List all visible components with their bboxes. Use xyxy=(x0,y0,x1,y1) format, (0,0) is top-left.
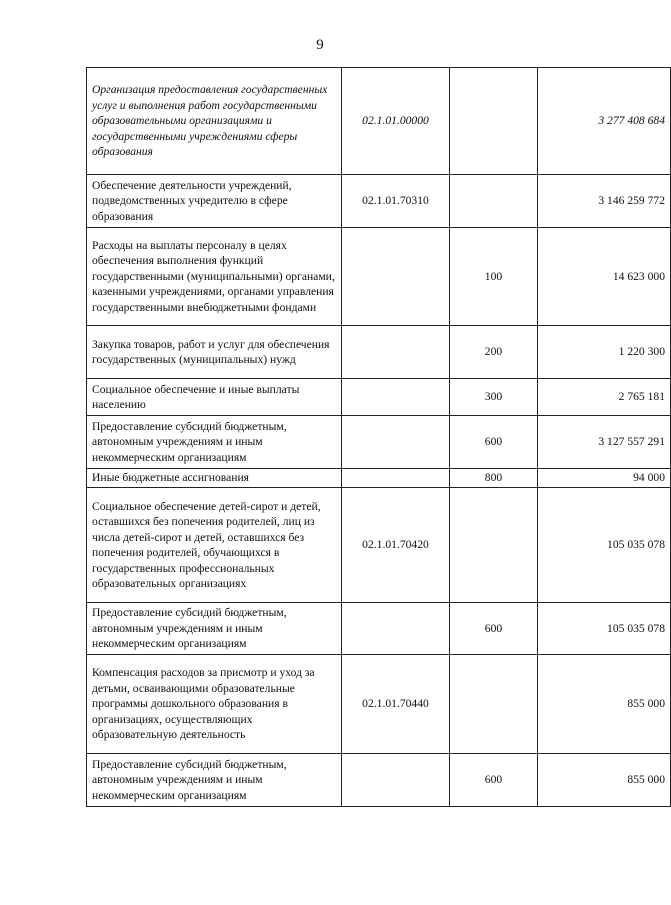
row-type-cell xyxy=(450,68,538,175)
row-name-cell: Закупка товаров, работ и услуг для обеспечения государственных (муниципальных) нужд xyxy=(87,326,342,379)
row-code-cell xyxy=(342,754,450,807)
row-name-cell: Социальное обеспечение и иные выплаты населению xyxy=(87,379,342,416)
row-code-cell xyxy=(342,228,450,326)
row-name-cell: Иные бюджетные ассигнования xyxy=(87,469,342,488)
table-row xyxy=(87,379,671,416)
table-row xyxy=(87,228,671,326)
table-row xyxy=(87,326,671,379)
table-row xyxy=(87,175,671,228)
table-row xyxy=(87,469,671,488)
row-code-cell xyxy=(342,469,450,488)
row-name-cell: Социальное обеспечение детей-сирот и детей, оставшихся без попечения родителей, лиц из числа детей-сирот и детей, оставшихся без попечения родителей, обучающихся в государственных профессиональных образовательных организациях xyxy=(87,488,342,603)
row-type-cell: 800 xyxy=(450,469,538,488)
row-amount-cell: 3 127 557 291 xyxy=(538,416,671,469)
row-type-cell xyxy=(450,655,538,754)
row-code-cell: 02.1.01.70440 xyxy=(342,655,450,754)
row-name-cell: Организация предоставления государственных услуг и выполнения работ государственными образовательными организациями и государственными учреждениями сферы образования xyxy=(87,68,342,175)
row-amount-cell: 855 000 xyxy=(538,655,671,754)
table-row xyxy=(87,488,671,603)
table-row xyxy=(87,754,671,807)
row-type-cell xyxy=(450,175,538,228)
row-amount-cell: 3 277 408 684 xyxy=(538,68,671,175)
row-code-cell: 02.1.01.70310 xyxy=(342,175,450,228)
row-code-cell: 02.1.01.00000 xyxy=(342,68,450,175)
row-amount-cell: 105 035 078 xyxy=(538,603,671,655)
row-amount-cell: 105 035 078 xyxy=(538,488,671,603)
row-code-cell xyxy=(342,416,450,469)
page-number: 9 xyxy=(316,37,324,53)
row-name-cell: Предоставление субсидий бюджетным, автономным учреждениям и иным некоммерческим организациям xyxy=(87,754,342,807)
row-name-cell: Предоставление субсидий бюджетным, автономным учреждениям и иным некоммерческим организациям xyxy=(87,416,342,469)
table-row xyxy=(87,603,671,655)
table-row xyxy=(87,655,671,754)
row-type-cell: 600 xyxy=(450,416,538,469)
row-name-cell: Расходы на выплаты персоналу в целях обеспечения выполнения функций государственными (муниципальными) органами, казенными учреждениями, органами управления государственными внебюджетными фондами xyxy=(87,228,342,326)
row-amount-cell: 94 000 xyxy=(538,469,671,488)
row-amount-cell: 3 146 259 772 xyxy=(538,175,671,228)
row-name-cell: Обеспечение деятельности учреждений, подведомственных учредителю в сфере образования xyxy=(87,175,342,228)
row-amount-cell: 14 623 000 xyxy=(538,228,671,326)
table-row xyxy=(87,68,671,175)
row-type-cell: 600 xyxy=(450,603,538,655)
row-code-cell xyxy=(342,379,450,416)
row-code-cell xyxy=(342,326,450,379)
budget-table-body xyxy=(87,68,671,807)
budget-table xyxy=(86,67,671,807)
row-amount-cell: 855 000 xyxy=(538,754,671,807)
row-code-cell: 02.1.01.70420 xyxy=(342,488,450,603)
row-type-cell: 600 xyxy=(450,754,538,807)
row-name-cell: Компенсация расходов за присмотр и уход за детьми, осваивающими образовательные программы дошкольного образования в организациях, осуществляющих образовательную деятельность xyxy=(87,655,342,754)
table-row xyxy=(87,416,671,469)
row-type-cell xyxy=(450,488,538,603)
row-type-cell: 100 xyxy=(450,228,538,326)
row-name-cell: Предоставление субсидий бюджетным, автономным учреждениям и иным некоммерческим организациям xyxy=(87,603,342,655)
row-code-cell xyxy=(342,603,450,655)
row-type-cell: 200 xyxy=(450,326,538,379)
row-type-cell: 300 xyxy=(450,379,538,416)
row-amount-cell: 1 220 300 xyxy=(538,326,671,379)
row-amount-cell: 2 765 181 xyxy=(538,379,671,416)
